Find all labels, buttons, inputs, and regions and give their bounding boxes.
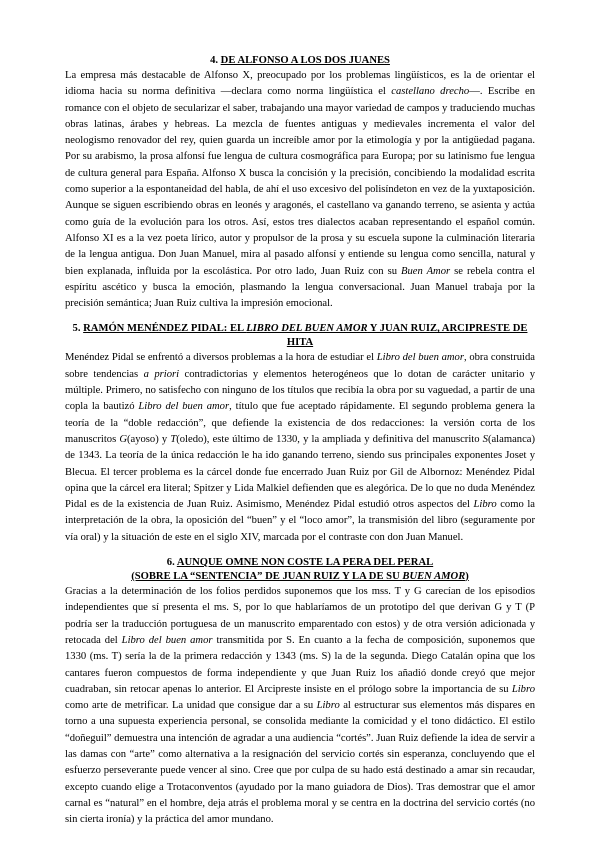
text-run: (oledo), este último de 1330, y la ampliada y definitiva del manuscrito bbox=[176, 433, 483, 445]
section-5-paragraph bbox=[65, 350, 535, 546]
text-run: al estructurar sus elementos más dispares en torno a una supuesta experiencia personal, se consolida mediante la comicidad y el tono didáctico. El estilo “doñeguil” demuestra una intención de agradar a una audiencia “cortés”. Juan Ruiz defiende la idea de servir a las damas con “arte” como alternativa a la resignación del servicio cortés sin esperanza, concluyendo que el esfuerzo perseverante puede vencer al sino. Cree que por culpa de su hado está destinado a amar sin recaudar, excepto cuando elige a Trotaconventos (ayudado por la mano guiadora de Dios). Tras demostrar que el amor carnal es “natural” en el hombre, deja atrás el problema moral y se centra en la doctrina del servicio cortés (no sin cierta ironía) y la práctica del amor mundano. bbox=[65, 700, 535, 826]
section-6 bbox=[65, 556, 535, 828]
text-run: La empresa más destacable de Alfonso X, preocupado por los problemas lingüísticos, es la de orientar el idioma hacia su norma definitiva —declara como norma lingüística el bbox=[65, 70, 535, 98]
text-run: (alamanca) de 1343. La teoría de la única redacción le ha ido ganando terreno, siendo sus principales exponentes Joset y Blecua. El tercer problema es la cárcel donde fue encerrado Juan Ruiz por Gil de Albornoz: Menéndez Pidal opina que la cárcel era literal; Spitzer y Lida Malkiel defienden que es alegórica. De lo que no duda Menéndez Pidal es de la existencia de Juan Ruiz. Asimismo, Menéndez Pidal estudió otros aspectos del bbox=[65, 433, 535, 511]
italic-run: Libro bbox=[473, 499, 497, 511]
section-5 bbox=[65, 322, 535, 546]
text-run: RAMÓN MENÉNDEZ PIDAL: EL bbox=[83, 323, 247, 335]
text-run: Y JUAN RUIZ, ARCIPRESTE DE HITA bbox=[286, 323, 528, 349]
section-4 bbox=[65, 54, 535, 312]
text-run: , título que fue aceptado rápidamente. El segundo problema genera la teoría de la “doble redacción”, que defiende la existencia de dos redacciones: la versión corta de los manuscritos bbox=[65, 401, 535, 445]
section-5-heading bbox=[65, 322, 535, 350]
italic-run: Libro del buen amor bbox=[138, 401, 230, 413]
section-5-title bbox=[83, 323, 527, 348]
section-6-number: 6. bbox=[166, 557, 175, 569]
text-run: se rebela contra el espíritu ascético y busca la emoción, plasmando la lengua conversacional. Juan Manuel trabaja por la precisión semántica; Juan Ruiz cultiva la impresión emocional. bbox=[65, 265, 535, 310]
italic-run: Libro del buen amor bbox=[376, 352, 464, 364]
text-run: —. Escribe en romance con el objeto de secularizar el saber, trabajando una mayor variedad de campos y traduciendo muchas obras latinas, árabes y hebreas. La mezcla de fuentes antiguas y medievales incrementa el valor del neologismo renovador del rey, quien guarda un increíble amor por la etimología y por la antigüedad pagana. Por su arabismo, la prosa alfonsí fue lengua de cultura cosmográfica para Europa; por su latinismo fue lengua de cultura general para España. Alfonso X busca la concisión y la precisión, concibiendo la modalidad escrita como superior a la espontaneidad del habla, de ahí el uso excesivo del polisíndeton en vez de la yuxtaposición. Aunque se siguen escribiendo obras en leonés y aragonés, el castellano va ganando terreno, se asienta y actúa como guía de la evolución para los otros. Así, estos tres dialectos acaban representando el español común. Alfonso XI es a la vez poeta lírico, autor y propulsor de la prosa y su escuela supone la culminación literaria de la lengua antigua. Don Juan Manuel, mira al pasado alfonsí y entiende su lengua como sencilla, natural y bien explanada, influida por la escolástica. Por otro lado, Juan Ruiz con su bbox=[65, 86, 535, 277]
italic-run: T bbox=[170, 433, 177, 445]
italic-run: Libro del buen amor bbox=[121, 634, 213, 646]
italic-run: LIBRO DEL BUEN AMOR bbox=[246, 323, 368, 335]
italic-run: S bbox=[482, 433, 488, 445]
section-4-heading bbox=[65, 54, 535, 68]
text-run: contradictorias y elementos heterogéneos que lo dotan de carácter unitario y múltiple. Primero, no satisfecho con ninguno de los títulos que recibía la obra por su vaguedad, a partir de una copla la bautizó bbox=[65, 368, 536, 413]
italic-run: Libro bbox=[511, 683, 535, 695]
section-5-number: 5. bbox=[72, 323, 81, 335]
section-4-number: 4. bbox=[210, 55, 219, 66]
section-6-title: AUNQUE OMNE NON COSTE LA PERA DEL PERAL bbox=[176, 557, 434, 569]
section-6-heading-line2 bbox=[65, 570, 535, 584]
text-run: , obra construida sobre tendencias bbox=[65, 352, 535, 380]
text-run: (SOBRE LA “SENTENCIA” DE JUAN RUIZ Y LA DE SU bbox=[131, 571, 403, 583]
text-run: como arte de metrificar. La unidad que consigue dar a su bbox=[65, 700, 317, 712]
italic-run: Buen Amor bbox=[401, 265, 451, 277]
section-4-title: DE ALFONSO A LOS DOS JUANES bbox=[220, 55, 390, 66]
italic-run: a priori bbox=[143, 368, 180, 380]
section-6-heading-line1 bbox=[65, 556, 535, 570]
section-6-paragraph bbox=[65, 584, 535, 828]
italic-run: BUEN AMOR bbox=[402, 571, 466, 583]
text-run: transmitida por S. En cuanto a la fecha de composición, suponemos que 1330 (ms. T) sería la de la primera redacción y 1343 (ms. S) la de la segunda. Diego Catalán opina que los cantares fueron compuestos de forma independiente y que Juan Ruiz los añadió donde creyó que mejor cuadraban, sin retocar apenas lo anterior. El Arcipreste insiste en el prólogo sobre la importancia de su bbox=[65, 634, 535, 695]
text-run: (ayoso) y bbox=[126, 433, 171, 445]
italic-run: Libro bbox=[316, 700, 340, 712]
text-run: ) bbox=[465, 571, 469, 583]
text-run: Gracias a la determinación de los folios perdidos suponemos que los mss. T y G carecían de los episodios independientes que sí presenta el ms. S, por lo que hablaríamos de un prototipo del que derivan G y T (P podría ser la traducción portuguesa de un manuscrito emparentado con estos) y de otra versión adicionada y retocada del bbox=[65, 586, 535, 646]
italic-run: G bbox=[119, 433, 127, 445]
italic-run: castellano drecho bbox=[391, 86, 470, 98]
text-run: Menéndez Pidal se enfrentó a diversos problemas a la hora de estudiar el bbox=[65, 352, 377, 364]
section-6-subtitle bbox=[131, 571, 469, 582]
text-run: como la interpretación de la obra, la oposición del “buen” y el “loco amor”, la transmisión del libro (seguramente por vía oral) y la situación de este en el siglo XIV, marcada por el contraste con don Juan Manuel. bbox=[65, 499, 535, 543]
section-4-paragraph bbox=[65, 68, 535, 312]
